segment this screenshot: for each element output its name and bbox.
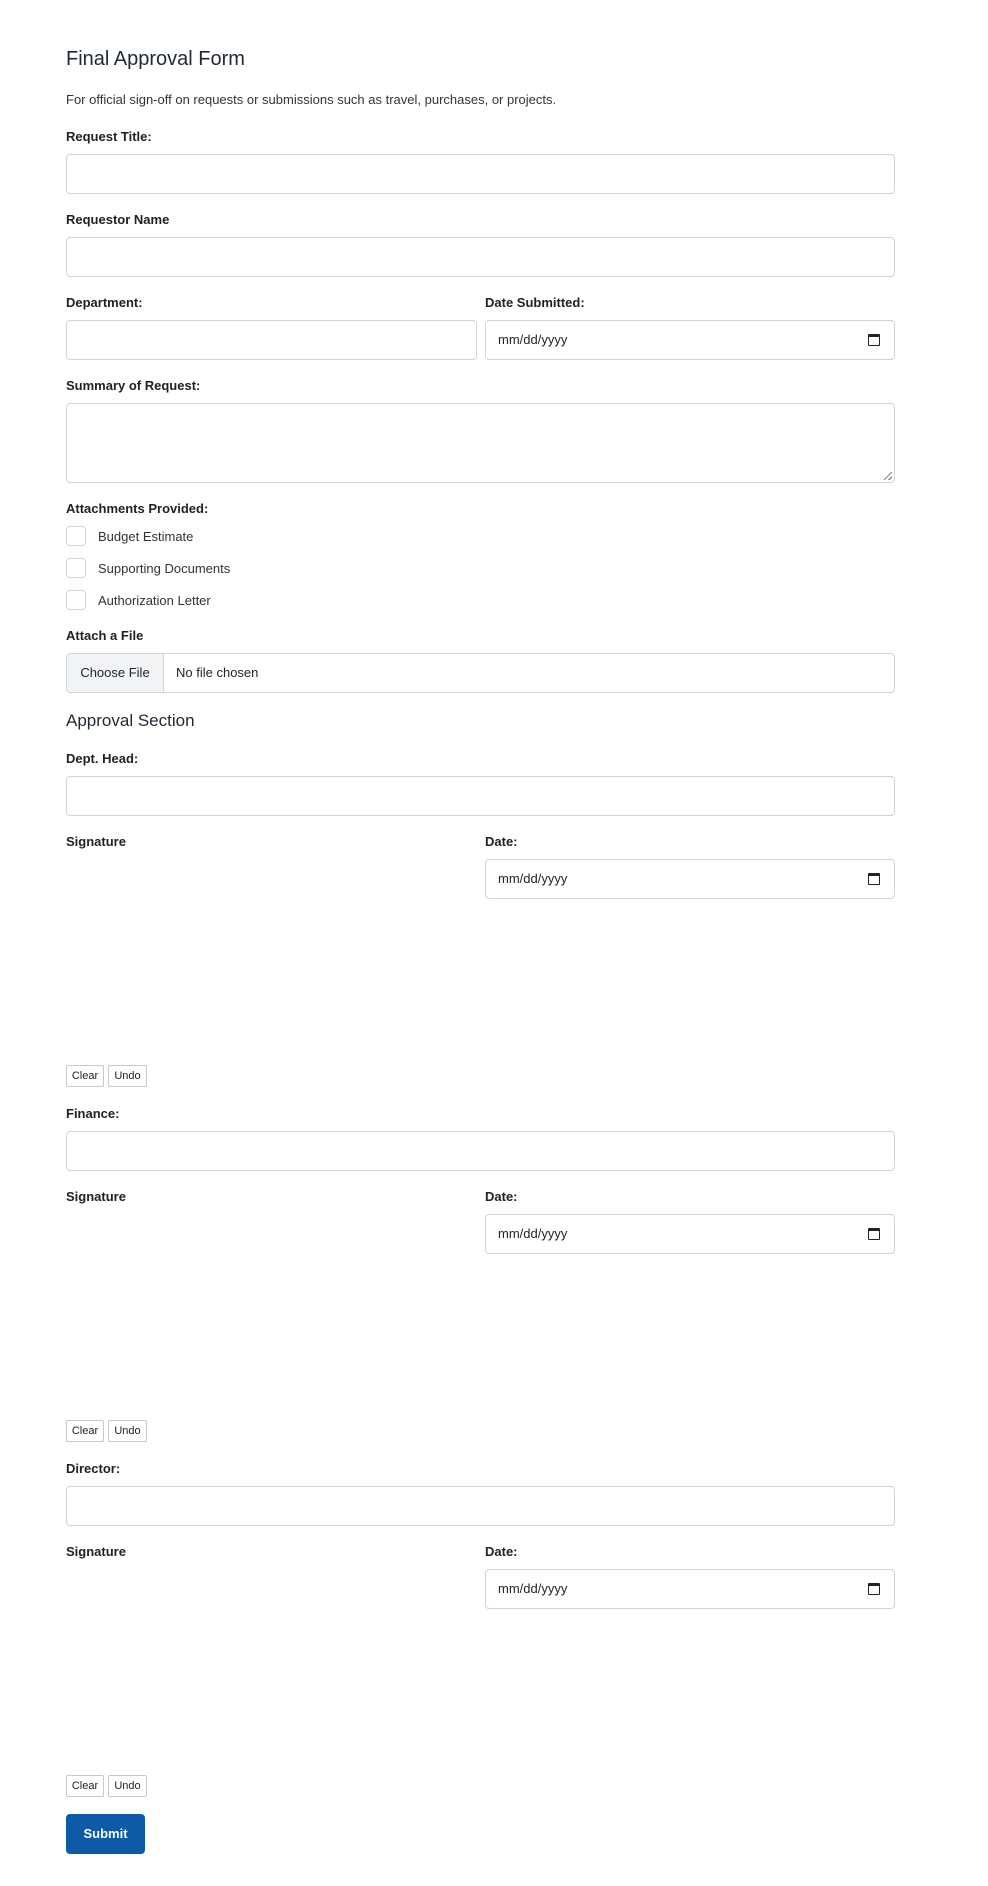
- requestor-name-label: Requestor Name: [66, 212, 170, 227]
- dept-head-date-input[interactable]: [485, 859, 895, 899]
- finance-signature-label: Signature: [66, 1189, 126, 1204]
- director-signature-pad[interactable]: [66, 1566, 477, 1768]
- checkbox-budget-estimate[interactable]: [66, 526, 86, 546]
- director-label: Director:: [66, 1461, 121, 1476]
- file-input[interactable]: [66, 653, 895, 693]
- page-title: Final Approval Form: [66, 48, 245, 70]
- date-submitted-label: Date Submitted:: [485, 295, 585, 310]
- director-clear-button[interactable]: Clear: [66, 1775, 104, 1797]
- dept-head-undo-button[interactable]: Undo: [108, 1065, 147, 1087]
- finance-label: Finance:: [66, 1106, 120, 1121]
- dept-head-date-label: Date:: [485, 834, 518, 849]
- checkbox-supporting-documents[interactable]: [66, 558, 86, 578]
- request-title-label: Request Title:: [66, 129, 152, 144]
- requestor-name-input[interactable]: [66, 237, 895, 277]
- calendar-icon[interactable]: [868, 1583, 880, 1595]
- resize-grip-icon[interactable]: [884, 472, 892, 480]
- checkbox-label-budget-estimate: Budget Estimate: [98, 529, 194, 544]
- dept-head-signature-label: Signature: [66, 834, 126, 849]
- checkbox-authorization-letter[interactable]: [66, 590, 86, 610]
- finance-input[interactable]: [66, 1131, 895, 1171]
- date-submitted-input[interactable]: [485, 320, 895, 360]
- finance-date-label: Date:: [485, 1189, 518, 1204]
- finance-undo-button[interactable]: Undo: [108, 1420, 147, 1442]
- director-date-input[interactable]: [485, 1569, 895, 1609]
- summary-label: Summary of Request:: [66, 378, 201, 393]
- choose-file-button[interactable]: Choose File: [67, 654, 164, 692]
- director-date-placeholder: mm/dd/yyyy: [498, 1581, 568, 1596]
- calendar-icon[interactable]: [868, 873, 880, 885]
- date-submitted-placeholder: mm/dd/yyyy: [498, 332, 568, 347]
- dept-head-label: Dept. Head:: [66, 751, 139, 766]
- director-signature-label: Signature: [66, 1544, 126, 1559]
- finance-date-input[interactable]: [485, 1214, 895, 1254]
- approval-section-title: Approval Section: [66, 711, 195, 730]
- summary-textarea[interactable]: [66, 403, 895, 483]
- director-date-label: Date:: [485, 1544, 518, 1559]
- file-status-text: No file chosen: [176, 665, 259, 680]
- page-subtitle: For official sign-off on requests or submissions such as travel, purchases, or projects.: [66, 92, 557, 107]
- director-undo-button[interactable]: Undo: [108, 1775, 147, 1797]
- finance-clear-button[interactable]: Clear: [66, 1420, 104, 1442]
- checkbox-label-supporting-documents: Supporting Documents: [98, 561, 231, 576]
- submit-button[interactable]: Submit: [66, 1814, 145, 1854]
- director-input[interactable]: [66, 1486, 895, 1526]
- calendar-icon[interactable]: [868, 1228, 880, 1240]
- finance-signature-pad[interactable]: [66, 1211, 477, 1413]
- dept-head-date-placeholder: mm/dd/yyyy: [498, 871, 568, 886]
- attachments-label: Attachments Provided:: [66, 501, 209, 516]
- checkbox-label-authorization-letter: Authorization Letter: [98, 593, 211, 608]
- dept-head-clear-button[interactable]: Clear: [66, 1065, 104, 1087]
- attach-file-label: Attach a File: [66, 628, 144, 643]
- finance-date-placeholder: mm/dd/yyyy: [498, 1226, 568, 1241]
- department-input[interactable]: [66, 320, 477, 360]
- calendar-icon[interactable]: [868, 334, 880, 346]
- request-title-input[interactable]: [66, 154, 895, 194]
- department-label: Department:: [66, 295, 143, 310]
- dept-head-input[interactable]: [66, 776, 895, 816]
- dept-head-signature-pad[interactable]: [66, 856, 477, 1058]
